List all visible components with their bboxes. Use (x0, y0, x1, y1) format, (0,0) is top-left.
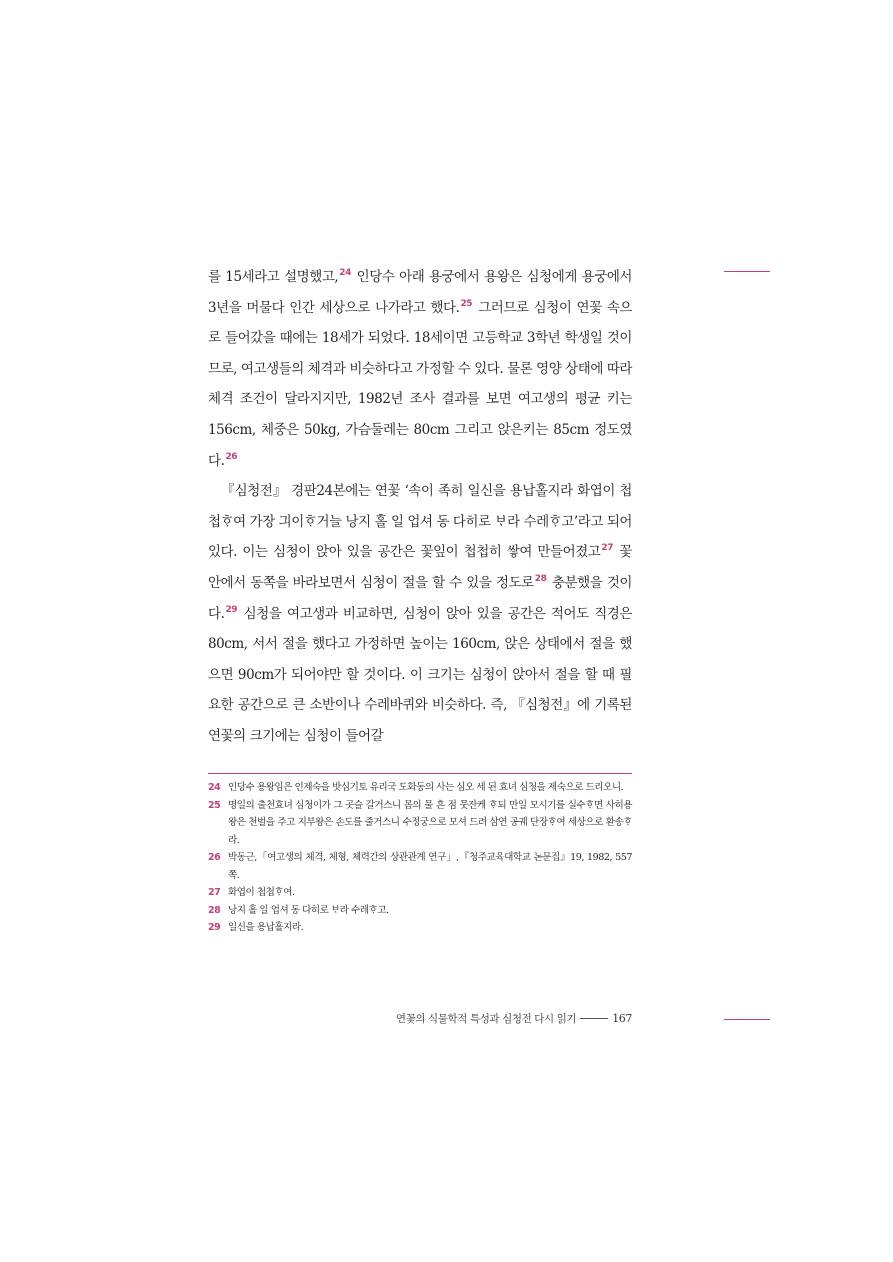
footnote-text: 명일의 출천효녀 심청이가 그 곳슬 갈거스니 몸의 물 흔 점 뭇잔케 ᄒᆞ되 만일 모시기를 실수ᄒᆞ면 사히용왕은 천벌을 주고 지부왕은 손도를 줄거스니 수정궁으로 모셔 드려 삼연 공궤 단장ᄒᆞ여 세상으로 환송ᄒᆞ라. (228, 799, 632, 846)
footnote-text: 박동근,「여고생의 체격, 체형, 체력간의 상관관계 연구」,『청주교육대학교 논문집』19, 1982, 557쪽. (228, 852, 632, 881)
footnote-number: 26 (208, 852, 221, 863)
footnote-27 (208, 884, 632, 902)
footnote-ref-28[interactable]: 28 (534, 573, 547, 584)
footnote-26 (208, 849, 632, 884)
footnote-text: 일신을 용납홀지라. (228, 922, 304, 933)
footnotes (208, 779, 632, 937)
footnote-text: 낭지 홀 일 업셔 동 다히로 ᄇᆞ라 수레ᄒᆞ고. (228, 904, 389, 916)
footnote-25 (208, 797, 632, 850)
footnote-24 (208, 779, 632, 797)
running-title: 연꽃의 식물학적 특성과 심청전 다시 읽기 (395, 1013, 577, 1025)
text-run: 그러므로 심청이 연꽃 속으로 들어갔을 때에는 18세가 되었다. 18세이면 고등학교 3학년 학생일 것이므로, 여고생들의 체격과 비슷하다고 가정할 수 있다. 물론 영양 상태에 따라 체격 조건이 달라지지만, 1982년 조사 결과를 보면 여고생의 평균 키는 156cm, 체중은 50kg, 가슴둘레는 80cm 그리고 앉은키는 85cm 정도였다. (208, 299, 632, 469)
footnote-28 (208, 902, 632, 920)
paragraph-2 (208, 476, 632, 751)
footnote-divider (208, 773, 632, 774)
text-run: 충분했을 것이다. (208, 574, 632, 622)
footnote-29 (208, 919, 632, 937)
footnote-number: 27 (208, 887, 221, 898)
body-text (208, 262, 632, 752)
page-number: 167 (612, 1012, 632, 1025)
text-run: 인당수 아래 용궁에서 용왕은 심청에게 용궁에서 3년을 머물다 인간 세상으로 나가라고 했다. (208, 269, 632, 316)
running-footer (396, 1011, 632, 1026)
footnote-ref-29[interactable]: 29 (225, 604, 238, 615)
text-run: 『심청전』 경판24본에는 연꽃 ‘속이 족히 일신을 용납홀지라 화엽이 첩첩ᄒᆞ여 가장 긔이ᄒᆞ거늘 낭지 홀 일 업셔 동 다히로 ᄇᆞ라 수레ᄒᆞ고’라고 되어있다. 이는 심청이 앉아 있을 공간은 꽃잎이 첩첩히 쌓여 만들어졌고 (208, 483, 632, 561)
text-run: 심청을 여고생과 비교하면, 심청이 앉아 있을 공간은 적어도 직경은 80cm, 서서 절을 했다고 가정하면 높이는 160cm, 앉은 상태에서 절을 했으면 90cm가 되어야만 할 것이다. 이 크기는 심청이 앉아서 절을 할 때 필요한 공간으로 큰 소반이나 수레바퀴와 비슷하다. 즉, 『심청전』에 기록된 연꽃의 크기에는 심청이 들어갈 (208, 605, 632, 744)
margin-rule-top (724, 271, 770, 272)
footnote-ref-24[interactable]: 24 (339, 268, 351, 278)
margin-rule-bottom (724, 1019, 770, 1020)
footnote-number: 25 (208, 799, 221, 811)
footnote-text: 인당수 용왕임은 인제숙을 밧심기토 유리국 도화동의 사는 심오 세 된 효녀 심청을 제숙으로 드리오니. (228, 782, 624, 793)
footnote-number: 29 (208, 922, 221, 933)
footnote-ref-26[interactable]: 26 (225, 451, 238, 462)
text-run: 꽃 안에서 동쪽을 바라보면서 심청이 절을 할 수 있을 정도로 (208, 544, 633, 591)
footnote-ref-27[interactable]: 27 (601, 543, 614, 554)
footer-dash (580, 1018, 608, 1019)
footnote-text: 화엽이 첩첩ᄒᆞ여. (228, 887, 295, 898)
text-run: 를 15세라고 설명했고, (208, 269, 339, 285)
paragraph-1 (208, 262, 632, 476)
footnote-ref-25[interactable]: 25 (460, 298, 473, 309)
footnote-number: 24 (208, 782, 221, 793)
footnote-number: 28 (208, 904, 221, 916)
